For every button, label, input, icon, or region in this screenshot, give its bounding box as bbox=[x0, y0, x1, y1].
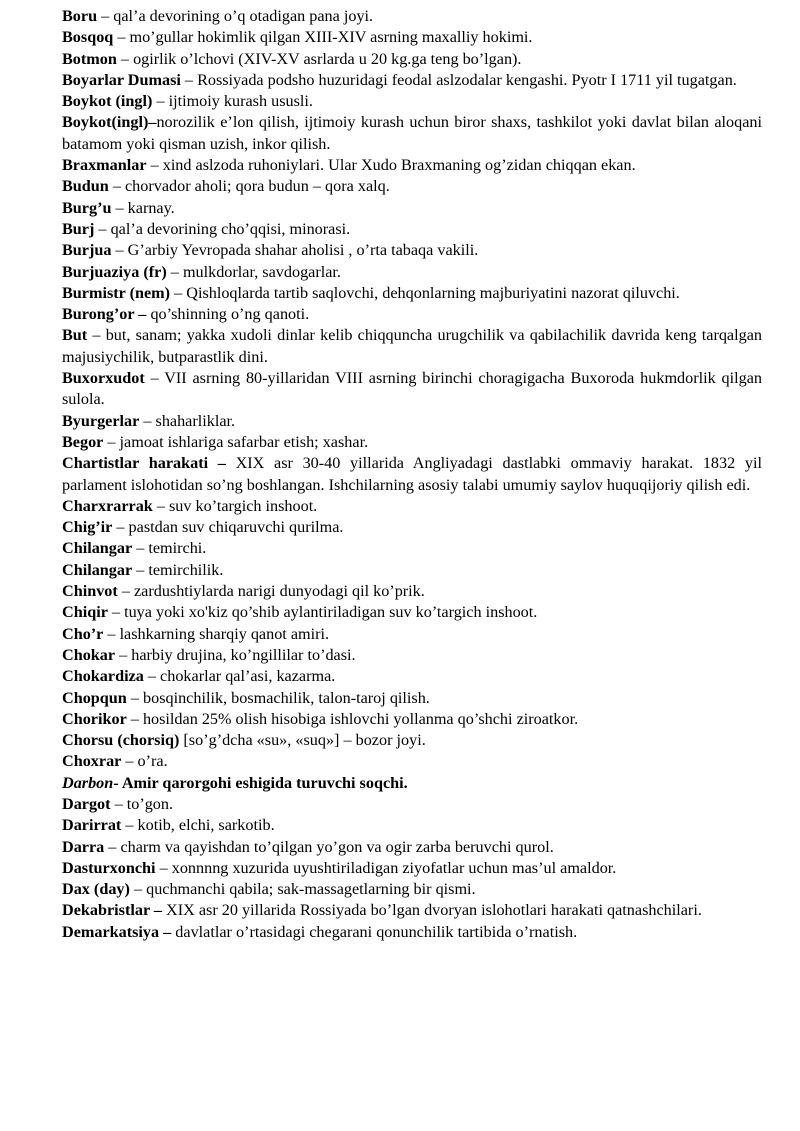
glossary-term: Chiqir bbox=[62, 603, 108, 622]
glossary-term: Chorsu (chorsiq) bbox=[62, 731, 180, 750]
glossary-term: Burmistr (nem) bbox=[62, 283, 171, 302]
glossary-term: Darbon bbox=[62, 773, 114, 792]
glossary-term: Burong’or – bbox=[62, 305, 147, 324]
glossary-term: Chig’ir bbox=[62, 518, 113, 537]
glossary-entry bbox=[62, 432, 762, 453]
glossary-definition: XIX asr 20 yillarida Rossiyada bo’lgan dvoryan islohotlari harakati qatnashchilari. bbox=[161, 901, 702, 920]
glossary-definition: – shaharliklar. bbox=[139, 411, 236, 430]
glossary-entry bbox=[62, 538, 762, 559]
glossary-definition: – kotib, elchi, sarkotib. bbox=[121, 816, 275, 835]
glossary-term: But bbox=[62, 326, 88, 345]
glossary-term: Boyarlar Dumasi bbox=[62, 70, 181, 89]
glossary-definition: qo’shinning o’ng qanoti. bbox=[146, 305, 310, 324]
glossary-definition: – but, sanam; yakka xudoli dinlar kelib chiqquncha urugchilik va qabilachilik davrida keng tarqalgan majusiychilik, butparastlik dini. bbox=[62, 326, 762, 366]
glossary-term: Boykot (ingl) bbox=[62, 92, 153, 111]
glossary-term: Choxrar bbox=[62, 752, 122, 771]
glossary-entry bbox=[62, 837, 762, 858]
glossary-definition: – charm va qayishdan to’qilgan yo’gon va ogir zarba beruvchi qurol. bbox=[104, 837, 554, 856]
glossary-term: Chinvot bbox=[62, 582, 118, 601]
glossary-entry bbox=[62, 219, 762, 240]
glossary-definition: – zardushtiylarda narigi dunyodagi qil ko’prik. bbox=[117, 582, 425, 601]
glossary-definition: – Rossiyada podsho huzuridagi feodal aslzodalar kengashi. Pyotr I 1711 yil tugatgan. bbox=[180, 70, 737, 89]
glossary-definition: – ogirlik o’lchovi (XIV-XV asrlarda u 20 kg.ga teng bo’lgan). bbox=[116, 49, 522, 68]
glossary-definition: – temirchilik. bbox=[132, 560, 224, 579]
glossary-definition: – quchmanchi qabila; sak-massagetlarning bir qismi. bbox=[129, 880, 476, 899]
glossary-term: Boru bbox=[62, 7, 98, 25]
glossary-term: Byurgerlar bbox=[62, 411, 140, 430]
glossary-term: Dargot bbox=[62, 794, 111, 813]
glossary-definition: – karnay. bbox=[111, 198, 175, 217]
glossary-entry bbox=[62, 645, 762, 666]
glossary-term: Chartistlar harakati – bbox=[62, 454, 226, 473]
glossary-definition: - Amir qarorgohi eshigida turuvchi soqchi. bbox=[113, 773, 408, 792]
glossary-entry bbox=[62, 453, 762, 496]
glossary-term: Charxrarrak bbox=[62, 496, 153, 515]
glossary-entry bbox=[62, 240, 762, 261]
glossary-entry bbox=[62, 730, 762, 751]
glossary-term: Chilangar bbox=[62, 560, 133, 579]
glossary-term: Braxmanlar bbox=[62, 156, 147, 175]
glossary-definition: – jamoat ishlariga safarbar etish; xashar. bbox=[103, 432, 369, 451]
glossary-term: Burjuaziya (fr) bbox=[62, 262, 167, 281]
glossary-entry bbox=[62, 283, 762, 304]
glossary-term: Cho’r bbox=[62, 624, 104, 643]
glossary-definition: [so’g’dcha «su», «suq»] – bozor joyi. bbox=[179, 731, 426, 750]
glossary-definition: – pastdan suv chiqaruvchi qurilma. bbox=[112, 518, 344, 537]
glossary-term: Begor bbox=[62, 432, 104, 451]
glossary-term: Dasturxonchi bbox=[62, 858, 156, 877]
glossary-term: Dekabristlar – bbox=[62, 901, 162, 920]
glossary-term: Dax (day) bbox=[62, 880, 130, 899]
glossary-definition: – Qishloqlarda tartib saqlovchi, dehqonlarning majburiyatini nazorat qiluvchi. bbox=[170, 283, 680, 302]
glossary-term: Chorikor bbox=[62, 709, 127, 728]
glossary-definition: – o’ra. bbox=[121, 752, 168, 771]
glossary-entry bbox=[62, 751, 762, 772]
glossary-definition: davlatlar o’rtasidagi chegarani qonunchilik tartibida o’rnatish. bbox=[171, 922, 578, 941]
glossary-term: Buxorxudot bbox=[62, 369, 145, 388]
glossary-entry bbox=[62, 815, 762, 836]
glossary-term: Burg’u bbox=[62, 198, 112, 217]
glossary-term: Chopqun bbox=[62, 688, 127, 707]
glossary-definition: – xind aslzoda ruhoniylari. Ular Xudo Braxmaning og’zidan chiqqan ekan. bbox=[146, 156, 636, 175]
glossary-entry bbox=[62, 70, 762, 91]
glossary-entry bbox=[62, 411, 762, 432]
glossary-entry bbox=[62, 112, 762, 155]
glossary-definition: – VII asrning 80-yillaridan VIII asrning birinchi choragigacha Buxoroda hukmdorlik qilgan sulola. bbox=[62, 369, 762, 409]
glossary-entry bbox=[62, 581, 762, 602]
glossary-definition: – G’arbiy Yevropada shahar aholisi , o’rta tabaqa vakili. bbox=[111, 241, 479, 260]
glossary-entry bbox=[62, 325, 762, 368]
glossary-definition: – to’gon. bbox=[110, 794, 174, 813]
glossary-term: Darirrat bbox=[62, 816, 122, 835]
glossary-entry bbox=[62, 304, 762, 325]
glossary-definition: – bosqinchilik, bosmachilik, talon-taroj qilish. bbox=[126, 688, 430, 707]
glossary-definition: – chokarlar qal’asi, kazarma. bbox=[143, 667, 336, 686]
glossary-entry bbox=[62, 27, 762, 48]
glossary-definition: – ijtimoiy kurash ususli. bbox=[152, 92, 313, 111]
glossary-entry bbox=[62, 198, 762, 219]
glossary-entry bbox=[62, 879, 762, 900]
glossary-definition: – xonnnng xuzurida uyushtiriladigan ziyofatlar uchun mas’ul amaldor. bbox=[155, 858, 617, 877]
glossary-definition: norozilik e’lon qilish, ijtimoiy kurash uchun biror shaxs, tashkilot yoki davlat bilan aloqani batamom yoki qisman uzish, inkor qilish. bbox=[62, 113, 762, 153]
glossary-page bbox=[62, 6, 762, 943]
glossary-entry bbox=[62, 560, 762, 581]
glossary-entry bbox=[62, 773, 762, 794]
glossary-term: Chokar bbox=[62, 645, 116, 664]
glossary-entry bbox=[62, 368, 762, 411]
glossary-definition: – mulkdorlar, savdogarlar. bbox=[166, 262, 341, 281]
glossary-term: Chokardiza bbox=[62, 667, 144, 686]
glossary-entry bbox=[62, 900, 762, 921]
glossary-definition: – suv ko’targich inshoot. bbox=[152, 496, 318, 515]
glossary-entry bbox=[62, 794, 762, 815]
glossary-entry bbox=[62, 922, 762, 943]
glossary-term: Demarkatsiya – bbox=[62, 922, 172, 941]
glossary-definition: – mo’gullar hokimlik qilgan XIII-XIV asrning maxalliy hokimi. bbox=[113, 28, 533, 47]
glossary-entry bbox=[62, 496, 762, 517]
glossary-definition: XIX asr 30-40 yillarida Angliyadagi dastlabki ommaviy harakat. 1832 yil parlament islohotidan so’ng boshlangan. Ishchilarning asosiy talabi umumiy saylov huquqijoriy qilish edi. bbox=[62, 454, 762, 494]
glossary-definition: – hosildan 25% olish hisobiga ishlovchi yollanma qo’shchi ziroatkor. bbox=[126, 709, 579, 728]
glossary-definition: – chorvador aholi; qora budun – qora xalq. bbox=[108, 177, 390, 196]
glossary-term: Bosqoq bbox=[62, 28, 114, 47]
glossary-entry bbox=[62, 91, 762, 112]
glossary-term: Chilangar bbox=[62, 539, 133, 558]
glossary-definition: – qal’a devorining cho’qqisi, minorasi. bbox=[94, 219, 351, 238]
glossary-definition: – temirchi. bbox=[132, 539, 207, 558]
glossary-definition: – qal’a devorining o’q otadigan pana joyi. bbox=[97, 7, 374, 25]
glossary-entry bbox=[62, 624, 762, 645]
glossary-entry bbox=[62, 666, 762, 687]
glossary-entry bbox=[62, 709, 762, 730]
glossary-entry bbox=[62, 155, 762, 176]
glossary-entry bbox=[62, 262, 762, 283]
glossary-entry bbox=[62, 517, 762, 538]
glossary-entry bbox=[62, 6, 762, 27]
glossary-entry bbox=[62, 49, 762, 70]
glossary-term: Boykot(ingl)– bbox=[62, 113, 157, 132]
glossary-definition: – tuya yoki xo'kiz qo’shib aylantiriladigan suv ko’targich inshoot. bbox=[107, 603, 538, 622]
glossary-term: Budun bbox=[62, 177, 109, 196]
glossary-entry bbox=[62, 688, 762, 709]
glossary-term: Darra bbox=[62, 837, 105, 856]
glossary-entry bbox=[62, 602, 762, 623]
glossary-term: Burjua bbox=[62, 241, 112, 260]
glossary-entry bbox=[62, 176, 762, 197]
glossary-term: Botmon bbox=[62, 49, 117, 68]
glossary-entry bbox=[62, 858, 762, 879]
glossary-definition: – lashkarning sharqiy qanot amiri. bbox=[103, 624, 330, 643]
glossary-term: Burj bbox=[62, 219, 95, 238]
glossary-definition: – harbiy drujina, ko’ngillilar to’dasi. bbox=[115, 645, 356, 664]
